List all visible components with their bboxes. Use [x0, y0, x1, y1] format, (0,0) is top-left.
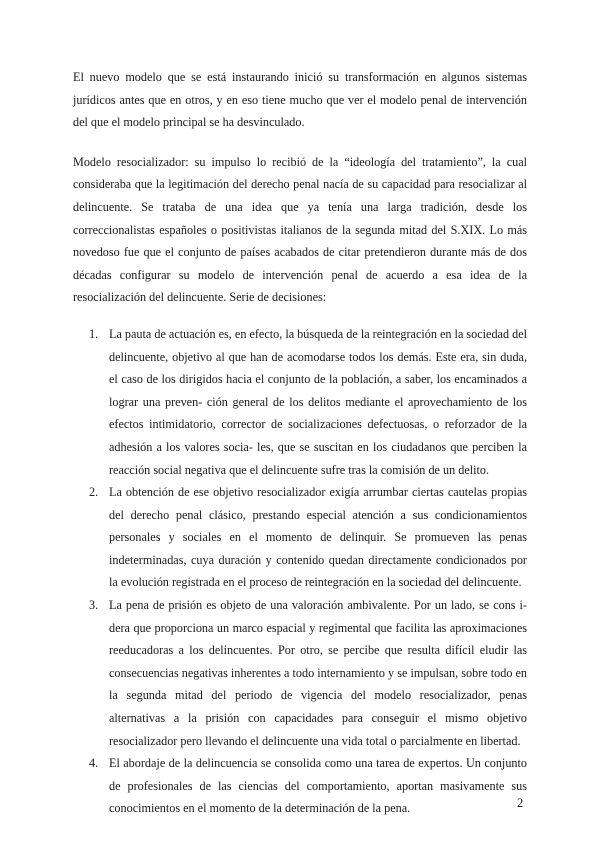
list-item — [73, 594, 527, 752]
list-item-number: 1. — [89, 326, 99, 341]
document-page — [73, 66, 527, 820]
list-item-text: La obtención de ese objetivo resocializador exigía arrumbar ciertas cautelas propias del derecho penal clásico, prestando especial atención a sus condicionamientos personales y sociales en el momento de delinquir. Se promueven las penas indeterminadas, cuya duración y contenido quedan directamente condicionados por la evolución registrada en el proceso de reintegración en la sociedad del delincuente. — [109, 485, 527, 590]
list-item — [73, 752, 527, 820]
list-item-text: El abordaje de la delincuencia se consolida como una tarea de expertos. Un conjunto de profesionales de las ciencias del comportamiento, aportan masivamente sus conocimientos en el momento de la determinación de la pena. — [109, 756, 527, 816]
list-item-number: 2. — [89, 485, 99, 500]
paragraph-intro: El nuevo modelo que se está instaurando inició su transformación en algunos sistemas jurídicos antes que en otros, y en eso tiene mucho que ver el modelo penal de intervención del que el modelo principal se ha desvinculado. — [73, 70, 527, 130]
list-item — [73, 323, 527, 481]
list-item-text: La pena de prisión es objeto de una valoración ambivalente. Por un lado, se cons i- dera que proporciona un marco espacial y regimental que facilita las aproximaciones reeducadoras a los delincuentes. Por otro, se percibe que resulta difícil eludir las consecuencias negativas inherentes a todo internamiento y se impulsan, sobre todo en la segunda mitad del periodo de vigencia del modelo resocializador, penas alternativas a la prisión con capacidades para conseguir el mismo objetivo resocializador pero llevando el delincuente una vida total o parcialmente en libertad. — [109, 598, 527, 748]
list-item — [73, 481, 527, 594]
paragraph-modelo-resocializador: Modelo resocializador: su impulso lo recibió de la “ideología del tratamiento”, la cual consideraba que la legitimación del derecho penal nacía de su capacidad para resocializar al delincuente. Se trataba de una idea que ya tenía una larga tradición, desde los correccionalistas españoles o positivistas italianos de la segunda mitad del S.XIX. Lo más novedoso fue que el conjunto de países acabados de citar pretendieron durante más de dos décadas configurar su modelo de intervención penal de acuerdo a esa idea de la resocialización del delincuente. Serie de decisiones: — [73, 154, 527, 305]
list-item-text: La pauta de actuación es, en efecto, la búsqueda de la reintegración en la sociedad del delincuente, objetivo al que han de acomodarse todos los demás. Este era, sin duda, el caso de los dirigidos hacia el conjunto de la población, a saber, los encaminados a lograr una preven- ción general de los delitos mediante el aprovechamiento de los efectos intimidatorio, corrector de socializaciones defectuosas, o reforzador de la adhesión a los valores socia- les, que se suscitan en los ciudadanos que perciben la reacción social negativa que el delincuente sufre tras la comisión de un delito. — [109, 326, 527, 477]
list-item-number: 3. — [89, 598, 99, 613]
decisions-list — [73, 323, 527, 820]
page-number: 2 — [517, 796, 524, 810]
list-item-number: 4. — [89, 756, 99, 771]
